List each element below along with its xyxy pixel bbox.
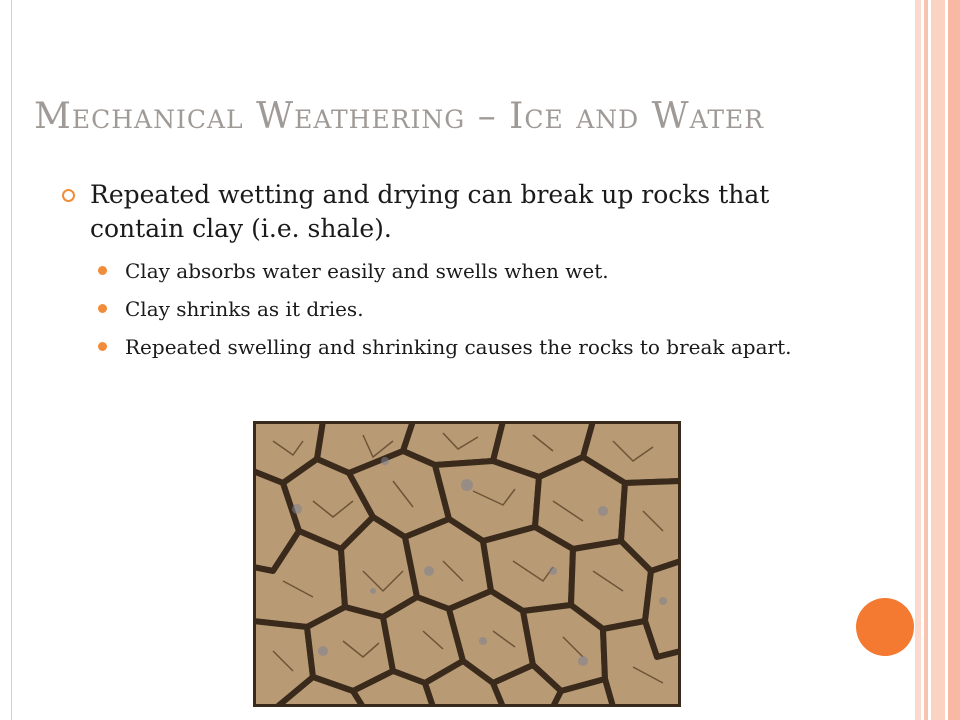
cracked-clay-illustration <box>253 421 681 707</box>
sub-bullet-text: Clay absorbs water easily and swells when wet. <box>125 259 609 283</box>
stripe <box>924 0 928 720</box>
sub-bullet-text: Clay shrinks as it dries. <box>125 297 364 321</box>
sub-bullet-text: Repeated swelling and shrinking causes the rocks to break apart. <box>125 335 792 359</box>
decorative-stripes <box>915 0 960 720</box>
main-bullet-text: Repeated wetting and drying can break up rocks that contain clay (i.e. shale). <box>90 180 770 243</box>
sub-bullet <box>98 256 840 286</box>
cracked-clay-photo <box>253 421 681 707</box>
dot-bullet-icon <box>98 342 107 351</box>
sub-bullet <box>98 294 840 324</box>
stripe <box>931 0 945 720</box>
dot-bullet-icon <box>98 304 107 313</box>
sub-bullet <box>98 332 840 362</box>
dot-bullet-icon <box>98 266 107 275</box>
left-border-line <box>0 0 12 720</box>
decorative-circle <box>856 598 914 656</box>
stripe <box>915 0 921 720</box>
stripe <box>948 0 960 720</box>
ring-bullet-icon <box>62 189 75 202</box>
sub-bullet-list <box>60 256 840 362</box>
slide-title: Mechanical Weathering – Ice and Water <box>34 96 765 137</box>
slide-body <box>60 178 840 370</box>
main-bullet <box>60 178 840 246</box>
